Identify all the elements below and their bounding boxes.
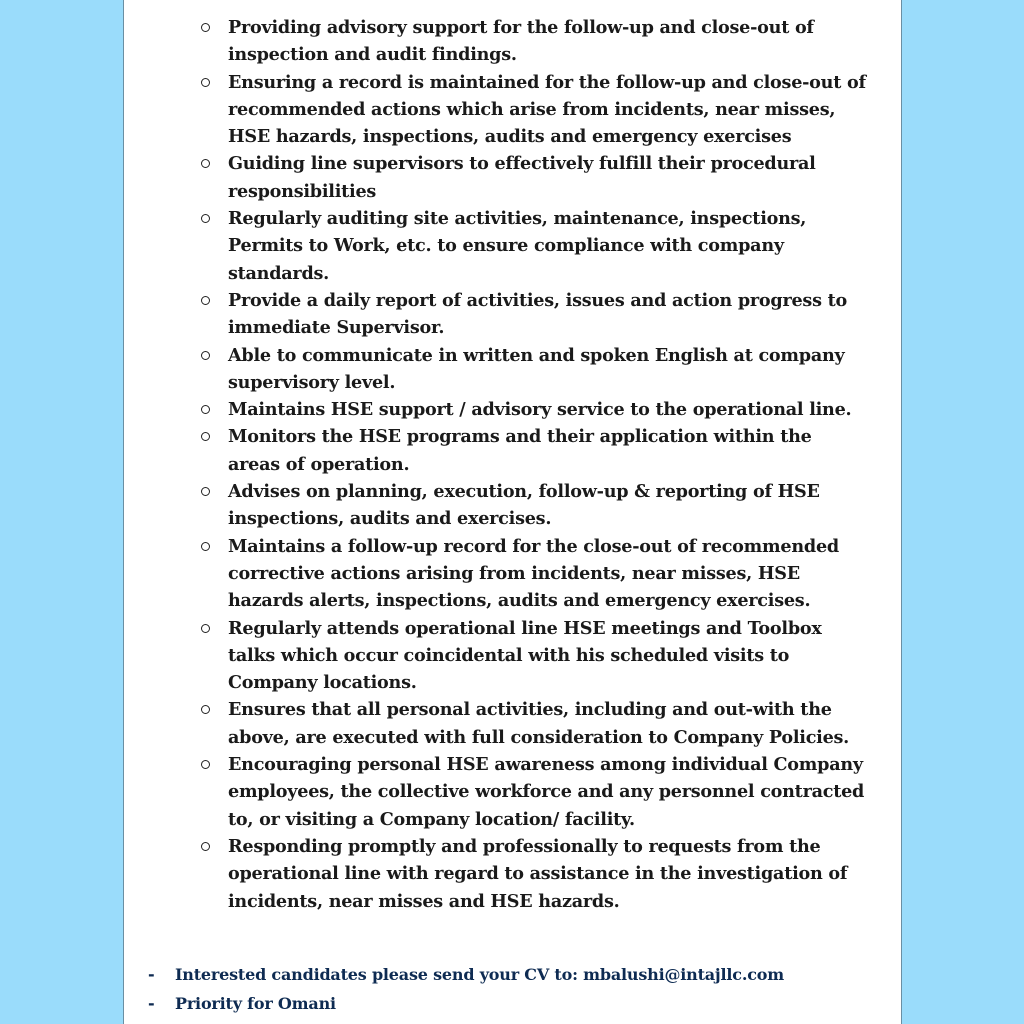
dash-bullet-icon: -: [148, 965, 155, 984]
duty-text: Monitors the HSE programs and their application within the areas of operation.: [228, 426, 812, 475]
list-item: [199, 833, 869, 915]
duties-list: [199, 14, 869, 915]
duty-text: Maintains a follow-up record for the close-out of recommended corrective actions arising from incidents, near misses, HSE hazards alerts, inspections, audits and emergency exercises.: [228, 535, 839, 612]
duty-text: Advises on planning, execution, follow-up & reporting of HSE inspections, audits and exercises.: [228, 481, 820, 530]
duty-text: Ensures that all personal activities, including and out-with the above, are executed with full consideration to Company Policies.: [228, 699, 850, 748]
duty-text: Maintains HSE support / advisory service to the operational line.: [228, 399, 852, 421]
document-page: [123, 0, 902, 1024]
cv-instruction: [148, 960, 868, 989]
duty-text: Encouraging personal HSE awareness among individual Company employees, the collective workforce and any personnel contracted to, or visiting a Company location/ facility.: [228, 754, 865, 830]
list-item: [199, 396, 869, 423]
duty-text: Regularly attends operational line HSE meetings and Toolbox talks which occur coincidental with his scheduled visits to Company locations.: [228, 617, 822, 694]
list-item: [199, 751, 869, 833]
list-item: [199, 533, 869, 615]
list-item: [199, 205, 869, 287]
duty-text: Able to communicate in written and spoken English at company supervisory level.: [228, 344, 845, 393]
list-item: [199, 69, 869, 151]
list-item: [199, 342, 869, 397]
list-item: [199, 150, 869, 205]
application-notes: [148, 960, 868, 1018]
cv-instruction-text: Interested candidates please send your CV to: mbalushi@intajllc.com: [175, 965, 784, 984]
list-item: [199, 423, 869, 478]
duty-text: Providing advisory support for the follow-up and close-out of inspection and audit findings.: [228, 17, 814, 66]
duty-text: Provide a daily report of activities, issues and action progress to immediate Supervisor.: [228, 289, 847, 339]
duty-text: Guiding line supervisors to effectively fulfill their procedural responsibilities: [228, 153, 816, 202]
list-item: [199, 14, 869, 69]
list-item: [199, 287, 869, 342]
priority-note-text: Priority for Omani: [175, 994, 336, 1013]
priority-note: [148, 989, 868, 1018]
list-item: [199, 696, 869, 751]
list-item: [199, 478, 869, 533]
list-item: [199, 615, 869, 697]
duty-text: Regularly auditing site activities, maintenance, inspections, Permits to Work, etc. to ensure compliance with company standards.: [228, 208, 807, 284]
duty-text: Responding promptly and professionally to requests from the operational line with regard to assistance in the investigation of incidents, near misses and HSE hazards.: [228, 835, 848, 912]
duty-text: Ensuring a record is maintained for the follow-up and close-out of recommended actions which arise from incidents, near misses, HSE hazards, inspections, audits and emergency exercises: [228, 71, 866, 148]
dash-bullet-icon: -: [148, 994, 155, 1013]
